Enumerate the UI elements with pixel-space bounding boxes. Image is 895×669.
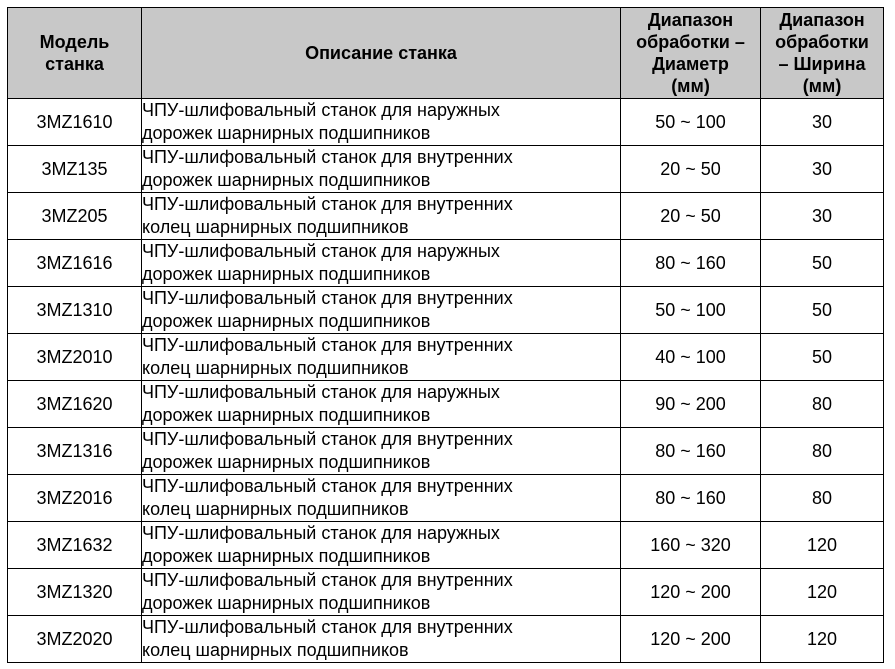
- header-width-line: Диапазон: [779, 10, 865, 30]
- cell-diameter: 80 ~ 160: [621, 240, 761, 287]
- cell-width: 30: [761, 99, 884, 146]
- cell-diameter: 90 ~ 200: [621, 381, 761, 428]
- table-row: [8, 475, 884, 522]
- cell-model: 3MZ1310: [8, 287, 142, 334]
- table-row: [8, 146, 884, 193]
- cell-diameter: 80 ~ 160: [621, 428, 761, 475]
- table-row: [8, 287, 884, 334]
- description-line: ЧПУ-шлифовальный станок для внутренних: [142, 570, 513, 590]
- cell-diameter: 20 ~ 50: [621, 193, 761, 240]
- description-line: ЧПУ-шлифовальный станок для наружных: [142, 100, 500, 120]
- description-line: ЧПУ-шлифовальный станок для наружных: [142, 382, 500, 402]
- description-line: колец шарнирных подшипников: [142, 217, 409, 237]
- cell-description: [142, 287, 621, 334]
- description-line: дорожек шарнирных подшипников: [142, 123, 431, 143]
- cell-model: 3MZ205: [8, 193, 142, 240]
- cell-diameter: 80 ~ 160: [621, 475, 761, 522]
- cell-width: 120: [761, 569, 884, 616]
- description-line: дорожек шарнирных подшипников: [142, 452, 431, 472]
- description-line: ЧПУ-шлифовальный станок для внутренних: [142, 288, 513, 308]
- description-line: ЧПУ-шлифовальный станок для внутренних: [142, 335, 513, 355]
- cell-diameter: 160 ~ 320: [621, 522, 761, 569]
- description-line: колец шарнирных подшипников: [142, 499, 409, 519]
- description-line: дорожек шарнирных подшипников: [142, 593, 431, 613]
- table-row: [8, 428, 884, 475]
- header-diameter-line: обработки –: [636, 32, 745, 52]
- cell-model: 3MZ1610: [8, 99, 142, 146]
- cell-width: 80: [761, 475, 884, 522]
- cell-description: [142, 146, 621, 193]
- cell-diameter: 40 ~ 100: [621, 334, 761, 381]
- header-diameter-line: Диаметр: [652, 54, 729, 74]
- description-line: ЧПУ-шлифовальный станок для внутренних: [142, 147, 513, 167]
- cell-model: 3MZ2010: [8, 334, 142, 381]
- description-line: дорожек шарнирных подшипников: [142, 311, 431, 331]
- table-row: [8, 522, 884, 569]
- cell-model: 3MZ2020: [8, 616, 142, 663]
- header-diameter-line: Диапазон: [647, 10, 734, 30]
- description-line: колец шарнирных подшипников: [142, 640, 409, 660]
- description-line: ЧПУ-шлифовальный станок для внутренних: [142, 476, 513, 496]
- cell-description: [142, 193, 621, 240]
- cell-description: [142, 569, 621, 616]
- cell-description: [142, 99, 621, 146]
- description-line: ЧПУ-шлифовальный станок для внутренних: [142, 617, 513, 637]
- cell-diameter: 120 ~ 200: [621, 569, 761, 616]
- table-body: [8, 99, 884, 663]
- header-diameter-line: (мм): [671, 76, 710, 96]
- cell-description: [142, 240, 621, 287]
- cell-width: 50: [761, 334, 884, 381]
- header-description-line: Описание станка: [305, 43, 457, 63]
- cell-description: [142, 381, 621, 428]
- header-width: [761, 8, 884, 99]
- description-line: дорожек шарнирных подшипников: [142, 264, 431, 284]
- cell-description: [142, 334, 621, 381]
- table-header: [8, 8, 884, 99]
- machine-spec-table: [7, 7, 884, 663]
- table-row: [8, 616, 884, 663]
- header-row: [8, 8, 884, 99]
- table-row: [8, 334, 884, 381]
- description-line: ЧПУ-шлифовальный станок для наружных: [142, 241, 500, 261]
- header-model-line: станка: [45, 54, 104, 74]
- description-line: ЧПУ-шлифовальный станок для внутренних: [142, 194, 513, 214]
- cell-model: 3MZ135: [8, 146, 142, 193]
- table-row: [8, 193, 884, 240]
- cell-model: 3MZ1320: [8, 569, 142, 616]
- cell-model: 3MZ2016: [8, 475, 142, 522]
- table-row: [8, 240, 884, 287]
- cell-width: 120: [761, 616, 884, 663]
- cell-width: 30: [761, 146, 884, 193]
- cell-width: 120: [761, 522, 884, 569]
- description-line: дорожек шарнирных подшипников: [142, 170, 431, 190]
- header-width-line: (мм): [802, 76, 842, 96]
- table-row: [8, 381, 884, 428]
- cell-width: 30: [761, 193, 884, 240]
- cell-width: 80: [761, 381, 884, 428]
- cell-diameter: 50 ~ 100: [621, 287, 761, 334]
- cell-description: [142, 475, 621, 522]
- header-diameter: [621, 8, 761, 99]
- header-model-line: Модель: [39, 32, 110, 52]
- header-width-line: обработки: [775, 32, 869, 52]
- description-line: ЧПУ-шлифовальный станок для внутренних: [142, 429, 513, 449]
- cell-width: 50: [761, 240, 884, 287]
- cell-model: 3MZ1616: [8, 240, 142, 287]
- header-width-line: – Ширина: [778, 54, 866, 74]
- cell-description: [142, 522, 621, 569]
- description-line: дорожек шарнирных подшипников: [142, 405, 431, 425]
- cell-diameter: 50 ~ 100: [621, 99, 761, 146]
- cell-model: 3MZ1620: [8, 381, 142, 428]
- cell-description: [142, 428, 621, 475]
- description-line: колец шарнирных подшипников: [142, 358, 409, 378]
- header-description: [142, 8, 621, 99]
- table-row: [8, 569, 884, 616]
- description-line: дорожек шарнирных подшипников: [142, 546, 431, 566]
- description-line: ЧПУ-шлифовальный станок для наружных: [142, 523, 500, 543]
- cell-diameter: 20 ~ 50: [621, 146, 761, 193]
- cell-diameter: 120 ~ 200: [621, 616, 761, 663]
- cell-width: 80: [761, 428, 884, 475]
- cell-model: 3MZ1316: [8, 428, 142, 475]
- cell-description: [142, 616, 621, 663]
- table-row: [8, 99, 884, 146]
- header-model: [8, 8, 142, 99]
- cell-width: 50: [761, 287, 884, 334]
- cell-model: 3MZ1632: [8, 522, 142, 569]
